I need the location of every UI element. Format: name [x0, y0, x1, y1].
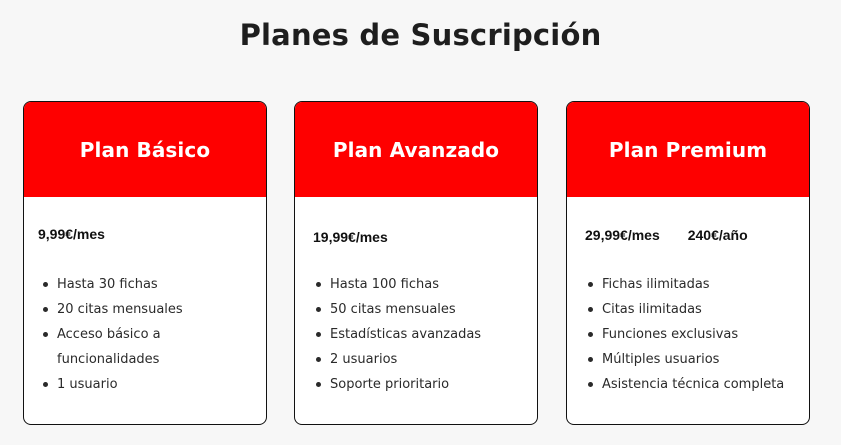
price-monthly: 29,99€/mes [585, 227, 660, 243]
plans-grid [0, 101, 841, 427]
feature-text: Asistencia técnica completa [602, 377, 785, 392]
bullet-icon [43, 282, 48, 287]
feature-item [40, 372, 256, 397]
plan-name: Plan Básico [79, 137, 211, 162]
plan-name: Plan Premium [608, 137, 768, 162]
feature-item [313, 372, 527, 397]
plan-body [24, 197, 266, 392]
price-monthly: 19,99€/mes [313, 229, 388, 245]
feature-text: Fichas ilimitadas [602, 277, 710, 292]
plan-card-premium[interactable] [566, 101, 810, 425]
bullet-icon [316, 307, 321, 312]
plan-body [567, 197, 809, 392]
feature-item [313, 272, 527, 297]
plan-header [24, 102, 266, 197]
feature-text: 20 citas mensuales [57, 302, 183, 317]
feature-text: 1 usuario [57, 377, 118, 392]
feature-item [585, 372, 799, 397]
feature-item [313, 322, 527, 347]
plan-header [295, 102, 537, 197]
feature-text: Acceso básico a funcionalidades [57, 327, 161, 367]
feature-item [585, 272, 799, 297]
price-monthly: 9,99€/mes [38, 226, 105, 242]
feature-text: Soporte prioritario [330, 377, 450, 392]
feature-text: Hasta 30 fichas [57, 277, 158, 292]
feature-item [40, 297, 256, 322]
feature-text: Estadísticas avanzadas [330, 327, 482, 342]
bullet-icon [43, 307, 48, 312]
bullet-icon [43, 382, 48, 387]
feature-item [585, 322, 799, 347]
bullet-icon [588, 357, 593, 362]
feature-item [585, 347, 799, 372]
page-title: Planes de Suscripción [239, 18, 602, 52]
bullet-icon [316, 332, 321, 337]
price-row [581, 197, 795, 243]
feature-text: Funciones exclusivas [602, 327, 739, 342]
price-yearly: 240€/año [687, 227, 748, 243]
feature-text: 2 usuarios [330, 352, 398, 367]
feature-text: Citas ilimitadas [602, 302, 702, 317]
feature-text: 50 citas mensuales [330, 302, 456, 317]
feature-item [585, 297, 799, 322]
bullet-icon [316, 357, 321, 362]
feature-item [40, 272, 256, 297]
plan-card-basic[interactable] [23, 101, 267, 425]
bullet-icon [588, 307, 593, 312]
feature-item [40, 322, 256, 372]
feature-text: Hasta 100 fichas [330, 277, 439, 292]
plan-header [567, 102, 809, 197]
feature-item [313, 297, 527, 322]
bullet-icon [588, 382, 593, 387]
feature-list [40, 272, 256, 397]
price-row [38, 197, 252, 242]
bullet-icon [316, 282, 321, 287]
bullet-icon [588, 332, 593, 337]
price-row [309, 197, 523, 245]
bullet-icon [588, 282, 593, 287]
plan-name: Plan Avanzado [332, 137, 500, 162]
bullet-icon [43, 332, 48, 337]
feature-list [313, 272, 527, 397]
feature-text: Múltiples usuarios [602, 352, 720, 367]
bullet-icon [316, 382, 321, 387]
plan-body [295, 197, 537, 392]
plan-card-advanced[interactable] [294, 101, 538, 425]
feature-item [313, 347, 527, 372]
feature-list [585, 272, 799, 397]
